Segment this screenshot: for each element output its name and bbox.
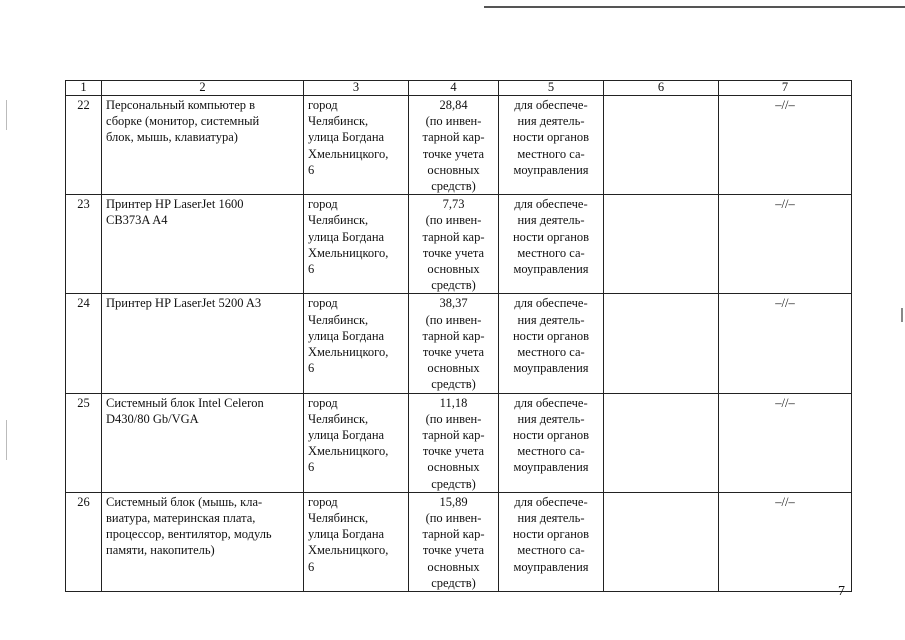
item-name: [102, 492, 304, 591]
item-address-text: город Челябинск, улица Богдана Хмельницкого, 6: [308, 296, 389, 376]
item-col7: –//–: [719, 393, 852, 492]
item-purpose-text: для обеспече- ния деятель- ности органов местного са- моуправления: [512, 98, 590, 177]
scan-edge-line: [484, 6, 905, 8]
item-address: [304, 96, 409, 195]
table-row: [66, 294, 852, 393]
column-header: 1: [66, 81, 102, 96]
item-col7: –//–: [719, 492, 852, 591]
item-cost-text: 38,37 (по инвен- тарной кар- точке учета основных средств): [422, 296, 485, 392]
row-number: 24: [66, 294, 102, 393]
item-col6: [604, 195, 719, 294]
item-col7: –//–: [719, 294, 852, 393]
column-header: 3: [304, 81, 409, 96]
scan-margin-mark: [6, 100, 7, 130]
item-purpose-text: для обеспече- ния деятель- ности органов местного са- моуправления: [512, 494, 590, 574]
item-col7: –//–: [719, 195, 852, 294]
item-address: [304, 195, 409, 294]
item-purpose: [499, 96, 604, 195]
page-number: 7: [838, 584, 845, 599]
row-number: 26: [66, 492, 102, 591]
item-col6: [604, 294, 719, 393]
item-address-text: город Челябинск, улица Богдана Хмельницкого, 6: [308, 98, 389, 177]
row-number: 23: [66, 195, 102, 294]
table-row: [66, 96, 852, 195]
item-col7: –//–: [719, 96, 852, 195]
item-name: [102, 294, 304, 393]
column-header: 2: [102, 81, 304, 96]
item-name-text: Принтер HP LaserJet 1600 CB373A A4: [106, 197, 244, 228]
row-number: 22: [66, 96, 102, 195]
item-name-text: Системный блок Intel Celeron D430/80 Gb/VGA: [106, 395, 264, 426]
item-purpose-text: для обеспече- ния деятель- ности органов местного са- моуправления: [512, 296, 590, 376]
item-address-text: город Челябинск, улица Богдана Хмельницкого, 6: [308, 197, 389, 277]
item-purpose-text: для обеспече- ния деятель- ности органов местного са- моуправления: [512, 395, 590, 475]
item-cost: [409, 393, 499, 492]
column-header: 4: [409, 81, 499, 96]
item-purpose: [499, 195, 604, 294]
item-name-text: Персональный компьютер в сборке (монитор, системный блок, мышь, клавиатура): [106, 98, 260, 145]
column-header: 7: [719, 81, 852, 96]
item-name: [102, 195, 304, 294]
item-col6: [604, 96, 719, 195]
item-address-text: город Челябинск, улица Богдана Хмельницкого, 6: [308, 494, 389, 574]
item-cost: [409, 195, 499, 294]
item-col6: [604, 393, 719, 492]
table-row: [66, 195, 852, 294]
item-name-text: Принтер HP LaserJet 5200 A3: [106, 296, 262, 311]
item-purpose: [499, 294, 604, 393]
item-name-text: Системный блок (мышь, кла- виатура, материнская плата, процессор, вентилятор, модуль памяти, накопитель): [106, 494, 272, 558]
scan-margin-mark: [6, 420, 7, 460]
item-cost-text: 15,89 (по инвен- тарной кар- точке учета основных средств): [422, 494, 485, 590]
item-purpose: [499, 492, 604, 591]
column-header: 5: [499, 81, 604, 96]
item-name: [102, 393, 304, 492]
item-name: [102, 96, 304, 195]
item-cost-text: 11,18 (по инвен- тарной кар- точке учета основных средств): [422, 395, 485, 491]
item-cost-text: 28,84 (по инвен- тарной кар- точке учета основных средств): [422, 98, 485, 194]
scan-margin-mark: [901, 308, 903, 322]
item-address: [304, 393, 409, 492]
inventory-table: [65, 80, 852, 592]
item-cost: [409, 492, 499, 591]
row-number: 25: [66, 393, 102, 492]
item-cost: [409, 294, 499, 393]
column-header: 6: [604, 81, 719, 96]
item-purpose: [499, 393, 604, 492]
table-row: [66, 393, 852, 492]
item-cost: [409, 96, 499, 195]
item-address-text: город Челябинск, улица Богдана Хмельницкого, 6: [308, 395, 389, 475]
item-purpose-text: для обеспече- ния деятель- ности органов местного са- моуправления: [512, 197, 590, 277]
item-address: [304, 492, 409, 591]
item-cost-text: 7,73 (по инвен- тарной кар- точке учета основных средств): [422, 197, 485, 293]
table-header-row: [66, 81, 852, 96]
item-col6: [604, 492, 719, 591]
item-address: [304, 294, 409, 393]
table-row: [66, 492, 852, 591]
